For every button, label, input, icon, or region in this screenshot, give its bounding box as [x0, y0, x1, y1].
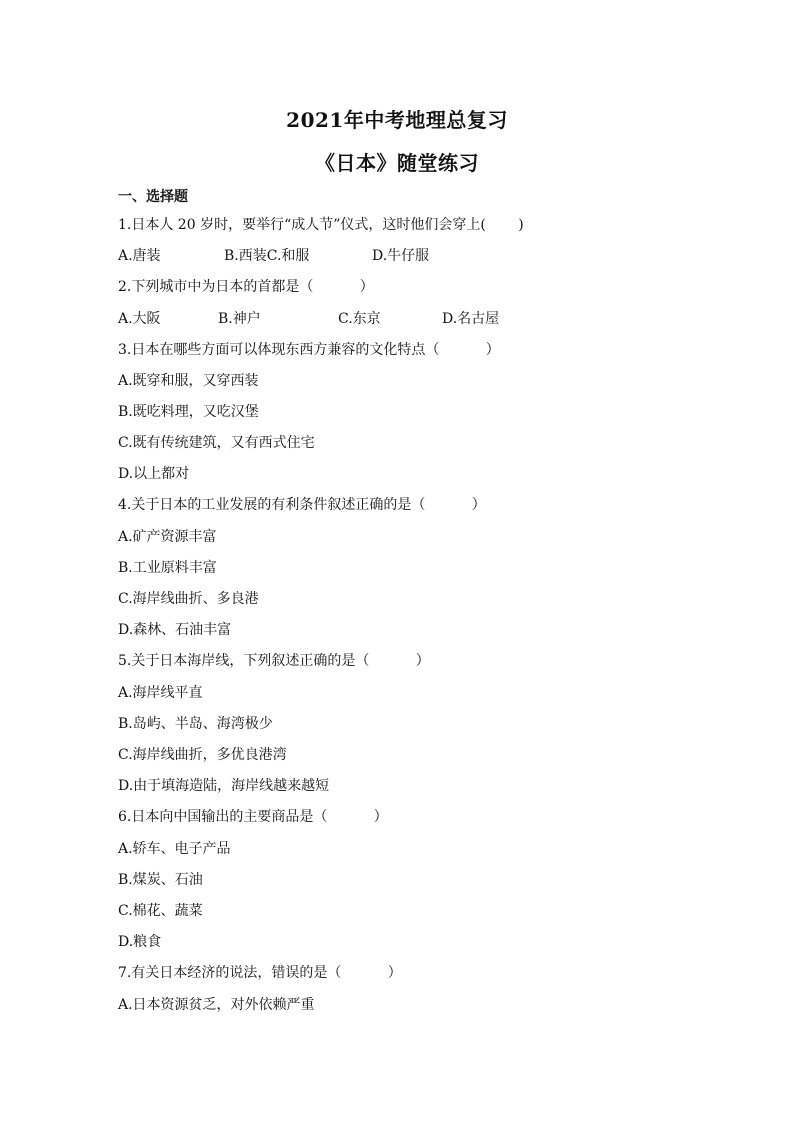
question-4-stem: 4.关于日本的工业发展的有利条件叙述正确的是（ ）: [118, 497, 486, 513]
question-6-option-d: D.粮食: [118, 934, 162, 950]
document-subtitle: 《日本》随堂练习: [315, 151, 479, 175]
question-5-option-d: D.由于填海造陆，海岸线越来越短: [118, 778, 330, 794]
option-a: A.大阪: [118, 311, 161, 327]
question-5-option-c: C.海岸线曲折，多优良港湾: [118, 747, 287, 763]
question-1-stem: 1.日本人 20 岁时，要举行“成人节”仪式，这时他们会穿上( ): [118, 217, 524, 233]
question-4-option-c: C.海岸线曲折、多良港: [118, 591, 259, 607]
option-b: B.神户: [218, 311, 261, 327]
question-3-option-a: A.既穿和服，又穿西装: [118, 373, 259, 389]
question-5-stem: 5.关于日本海岸线，下列叙述正确的是（ ）: [118, 653, 430, 669]
question-3-option-c: C.既有传统建筑，又有西式住宅: [118, 435, 315, 451]
question-5-option-b: B.岛屿、半岛、海湾极少: [118, 716, 273, 732]
question-3-stem: 3.日本在哪些方面可以体现东西方兼容的文化特点（ ）: [118, 342, 500, 358]
question-5-option-a: A.海岸线平直: [118, 685, 203, 701]
question-2-stem: 2.下列城市中为日本的首都是（ ）: [118, 279, 374, 295]
question-6-option-b: B.煤炭、石油: [118, 872, 203, 888]
option-c: C.东京: [338, 311, 381, 327]
option-d: D.牛仔服: [372, 248, 430, 264]
question-6-stem: 6.日本向中国输出的主要商品是（ ）: [118, 809, 388, 825]
question-3-option-d: D.以上都对: [118, 466, 190, 482]
question-4-option-a: A.矿产资源丰富: [118, 529, 217, 545]
document-title: 2021年中考地理总复习: [286, 108, 508, 132]
question-6-option-a: A.轿车、电子产品: [118, 841, 231, 857]
question-7-stem: 7.有关日本经济的说法，错误的是（ ）: [118, 965, 402, 981]
option-b-c: B.西装C.和服: [224, 248, 310, 264]
option-d: D.名古屋: [442, 311, 500, 327]
option-a: A.唐装: [118, 248, 161, 264]
section-heading: 一、选择题: [118, 189, 188, 205]
question-3-option-b: B.既吃料理，又吃汉堡: [118, 404, 259, 420]
question-6-option-c: C.棉花、蔬菜: [118, 903, 203, 919]
question-4-option-b: B.工业原料丰富: [118, 560, 217, 576]
question-7-option-a: A.日本资源贫乏，对外依赖严重: [118, 997, 315, 1013]
question-4-option-d: D.森林、石油丰富: [118, 622, 232, 638]
